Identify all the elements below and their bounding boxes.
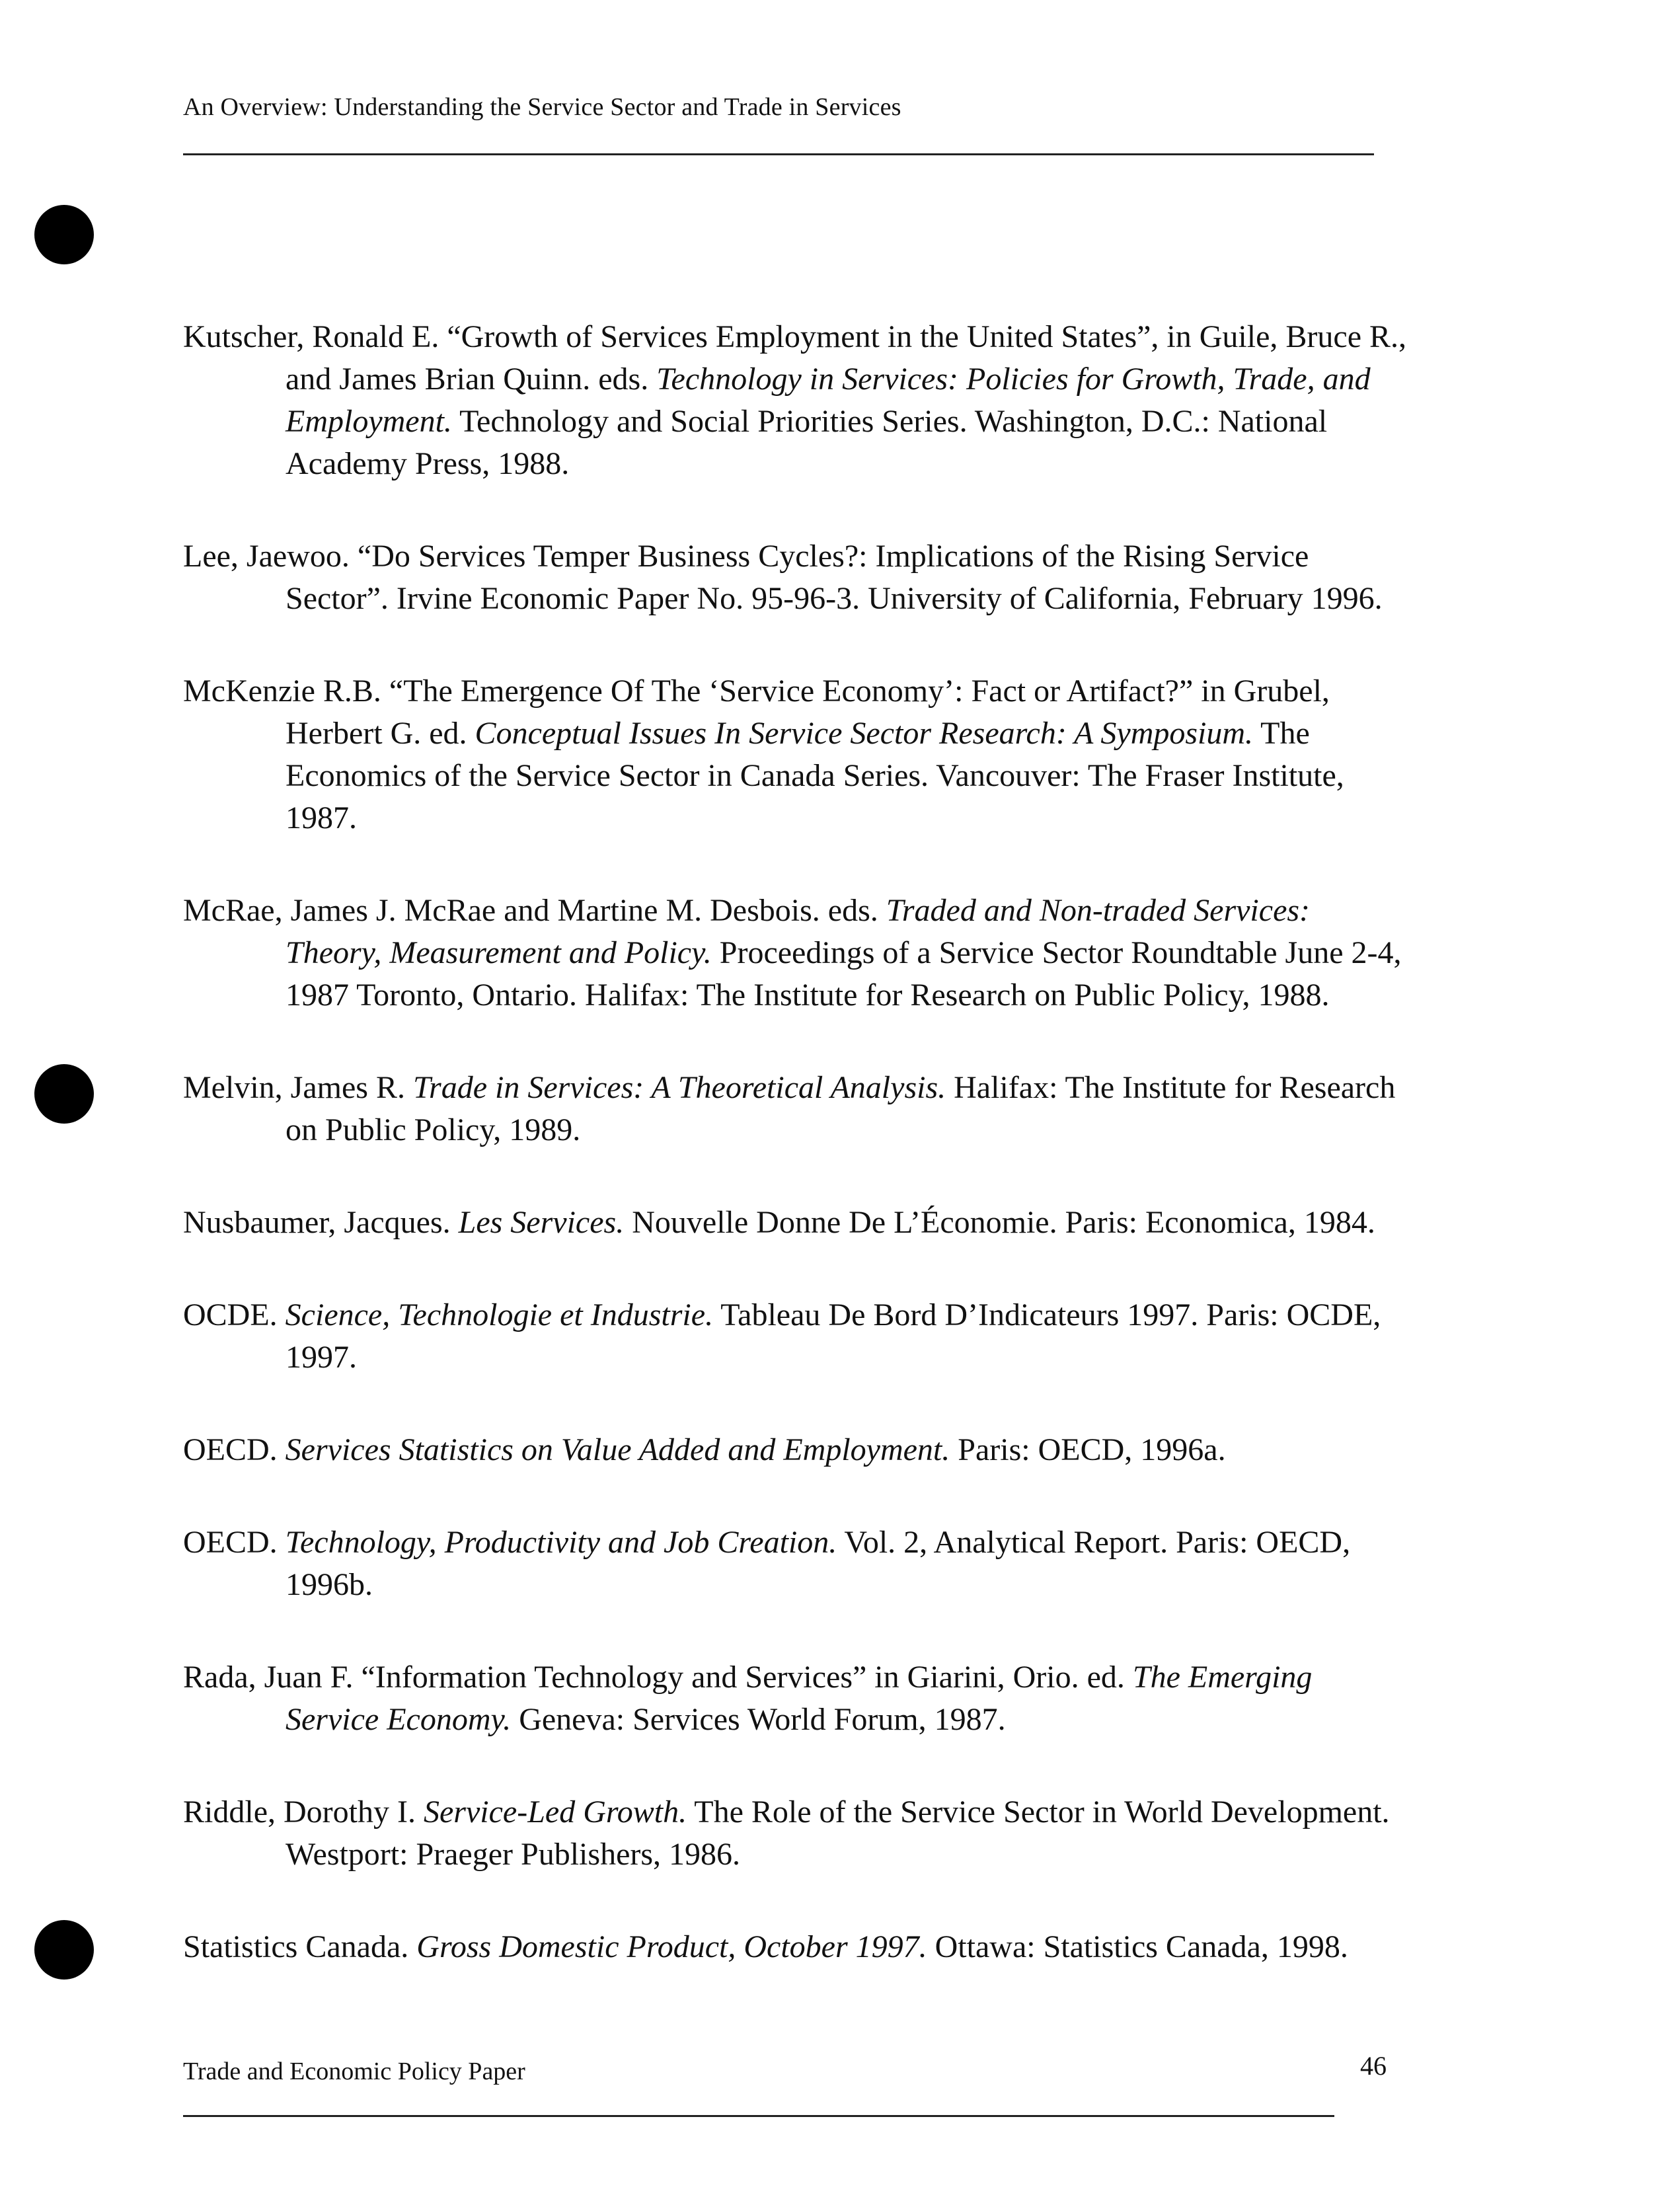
reference-title: Trade in Services: A Theoretical Analysis. [412, 1070, 946, 1105]
running-header: An Overview: Understanding the Service Sector and Trade in Services [183, 93, 901, 121]
reference-text: Vol. 2, Analytical Report. Paris: OECD, 1996b. [286, 1525, 1351, 1602]
reference-text: OECD. [183, 1432, 286, 1467]
reference-text: Melvin, James R. [183, 1070, 413, 1105]
reference-text: McKenzie R.B. “The Emergence Of The ‘Service Economy’: Fact or Artifact?” in Grubel, Herbert G. ed. [183, 674, 1330, 751]
reference-entry [183, 535, 1412, 620]
reference-text: Proceedings of a Service Sector Roundtable June 2-4, 1987 Toronto, Ontario. Halifax: The Institute for Research on Public Policy, 1988. [286, 935, 1402, 1013]
reference-entry [183, 1202, 1412, 1244]
reference-entry [183, 1067, 1412, 1151]
reference-title: Technology in Services: Policies for Growth, Trade, and Employment. [286, 362, 1371, 439]
punch-hole-bottom [34, 1920, 94, 1980]
reference-title: Gross Domestic Product, October 1997. [416, 1929, 927, 1964]
reference-text: Paris: OECD, 1996a. [950, 1432, 1226, 1467]
footer-rule [183, 2115, 1334, 2117]
punch-hole-middle [34, 1064, 94, 1124]
reference-title: Conceptual Issues In Service Sector Research: A Symposium. [475, 716, 1254, 751]
reference-title: Les Services. [458, 1205, 625, 1240]
reference-text: The Role of the Service Sector in World Development. Westport: Praeger Publishers, 1986. [286, 1794, 1390, 1872]
reference-text: Rada, Juan F. “Information Technology and Services” in Giarini, Orio. ed. [183, 1660, 1133, 1695]
punch-hole-top [34, 205, 94, 264]
header-rule [183, 153, 1374, 155]
reference-entry [183, 1791, 1412, 1876]
reference-entry [183, 1429, 1412, 1471]
reference-text: Tableau De Bord D’Indicateurs 1997. Paris: OCDE, 1997. [286, 1297, 1381, 1375]
reference-entry [183, 670, 1412, 839]
reference-title: Service-Led Growth. [423, 1794, 687, 1829]
reference-entry [183, 316, 1412, 485]
reference-text: Technology and Social Priorities Series. Washington, D.C.: National Academy Press, 1988. [286, 404, 1328, 481]
reference-list [183, 316, 1412, 1968]
reference-entry [183, 1294, 1412, 1379]
reference-title: Traded and Non-traded Services: Theory, Measurement and Policy. [286, 893, 1311, 970]
reference-text: Nusbaumer, Jacques. [183, 1205, 459, 1240]
reference-text: Ottawa: Statistics Canada, 1998. [927, 1929, 1348, 1964]
reference-entry [183, 1521, 1412, 1606]
reference-entry [183, 1656, 1412, 1741]
reference-text: OECD. [183, 1525, 286, 1560]
reference-text: OCDE. [183, 1297, 286, 1332]
reference-entry [183, 1926, 1412, 1968]
reference-text: Nouvelle Donne De L’Économie. Paris: Economica, 1984. [624, 1205, 1375, 1240]
reference-title: Technology, Productivity and Job Creation. [285, 1525, 837, 1560]
reference-title: Science, Technologie et Industrie. [285, 1297, 714, 1332]
reference-text: Geneva: Services World Forum, 1987. [511, 1702, 1006, 1737]
reference-title: The Emerging Service Economy. [286, 1660, 1313, 1737]
reference-entry [183, 890, 1412, 1017]
reference-text: The Economics of the Service Sector in Canada Series. Vancouver: The Fraser Institute, 1987. [286, 716, 1344, 835]
reference-text: McRae, James J. McRae and Martine M. Desbois. eds. [183, 893, 886, 928]
reference-title: Services Statistics on Value Added and Employment. [285, 1432, 950, 1467]
reference-text: Halifax: The Institute for Research on Public Policy, 1989. [286, 1070, 1396, 1147]
reference-text: Kutscher, Ronald E. “Growth of Services Employment in the United States”, in Guile, Bruce R., and James Brian Quinn. eds. [183, 319, 1407, 397]
footer-publication: Trade and Economic Policy Paper [183, 2058, 525, 2085]
reference-text: Riddle, Dorothy I. [183, 1794, 424, 1829]
reference-text: Statistics Canada. [183, 1929, 417, 1964]
reference-text: Lee, Jaewoo. “Do Services Temper Business Cycles?: Implications of the Rising Service Sector”. Irvine Economic Paper No. 95-96-3. University of California, February 1996. [183, 539, 1383, 616]
page-number: 46 [1360, 2051, 1387, 2081]
